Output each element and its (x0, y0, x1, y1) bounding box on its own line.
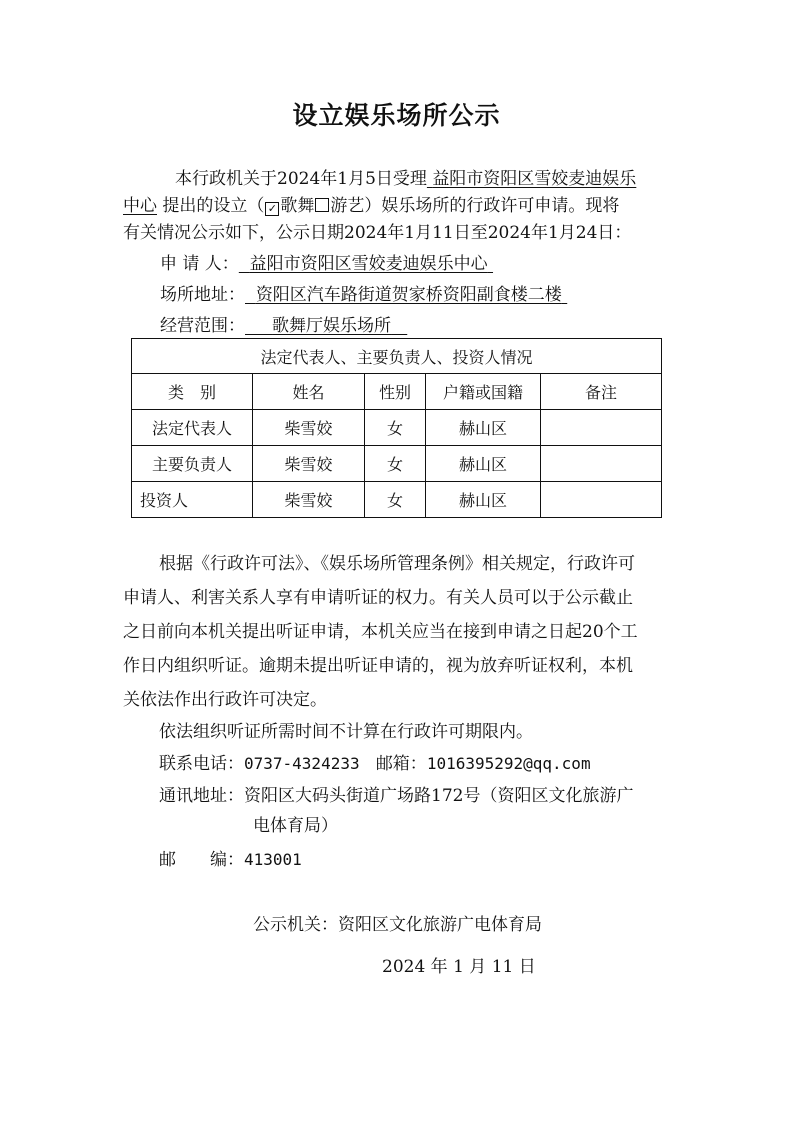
option-game: 游艺 (330, 196, 365, 216)
table-cell: 赫山区 (426, 410, 541, 446)
table-cell: 女 (365, 482, 426, 518)
email-label: 邮箱： (375, 754, 427, 774)
notice-line: 申请人、利害关系人享有申请听证的权力。有关人员可以于公示截止 (123, 588, 633, 608)
table-cell: 柴雪姣 (253, 410, 365, 446)
contact-phone-line (159, 747, 714, 781)
intro-mid: 提出的设立（ (162, 196, 265, 216)
table-cell: 赫山区 (426, 446, 541, 482)
persons-table (131, 338, 662, 518)
table-cell: 女 (365, 446, 426, 482)
address-value: 资阳区大码头街道广场路172号（资阳区文化旅游广 (244, 786, 634, 806)
unchecked-box-icon (315, 198, 329, 212)
notice-line: 之日前向本机关提出听证申请，本机关应当在接到申请之日起20个工 (123, 622, 638, 642)
table-cell (541, 410, 662, 446)
phone-value: 0737-4324233 (244, 754, 360, 773)
notice-line: 关依法作出行政许可决定。 (123, 690, 327, 710)
issue-date: 2024 年 1 月 11 日 (382, 957, 536, 977)
field-label: 经营范围： (160, 316, 245, 336)
table-row (132, 410, 662, 446)
table-header: 类 别 (132, 374, 253, 410)
field-value: 资阳区汽车路街道贺家桥资阳副食楼二楼 (255, 285, 562, 305)
field-value: 益阳市资阳区雪姣麦迪娱乐中心 (249, 254, 488, 274)
intro-line-3: 有关情况公示如下，公示日期2024年1月11日至2024年1月24日： (123, 223, 632, 243)
table-cell: 赫山区 (426, 482, 541, 518)
table-header: 性别 (365, 374, 426, 410)
field-applicant (160, 251, 493, 277)
field-scope (160, 313, 407, 339)
table-cell: 柴雪姣 (253, 482, 365, 518)
contact-postcode-line (159, 843, 714, 877)
page-title: 设立娱乐场所公示 (292, 101, 501, 130)
postcode-label: 邮 编： (159, 850, 244, 870)
field-address (160, 282, 567, 308)
table-header: 备注 (541, 374, 662, 410)
applicant-name-part1: 益阳市资阳区雪姣麦迪娱乐 (432, 169, 637, 189)
table-cell: 主要负责人 (132, 446, 253, 482)
table-row (132, 482, 662, 518)
intro-line-1 (175, 166, 636, 192)
address-label: 通讯地址： (159, 786, 244, 806)
issuing-org: 公示机关：资阳区文化旅游广电体育局 (253, 915, 542, 935)
intro-line-2 (123, 193, 619, 219)
intro-prefix: 本行政机关于2024年1月5日受理 (175, 169, 427, 189)
contact-address-line (159, 779, 714, 813)
table-caption: 法定代表人、主要负责人、投资人情况 (132, 339, 662, 374)
field-label: 申 请 人： (160, 254, 239, 274)
table-cell: 柴雪姣 (253, 446, 365, 482)
field-label: 场所地址： (160, 285, 245, 305)
option-dance: 歌舞 (280, 196, 315, 216)
table-header-row (132, 374, 662, 410)
postcode-value: 413001 (244, 850, 302, 869)
notice-extra: 依法组织听证所需时间不计算在行政许可期限内。 (159, 722, 533, 742)
contact-address-line-2: 电体育局） (253, 816, 338, 836)
table-cell: 法定代表人 (132, 410, 253, 446)
table-cell (541, 482, 662, 518)
field-value: 歌舞厅娱乐场所 (272, 316, 392, 336)
intro-suffix: ）娱乐场所的行政许可申请。现将 (364, 196, 620, 216)
email-value: 1016395292@qq.com (426, 754, 591, 773)
phone-label: 联系电话： (159, 754, 244, 774)
notice-line: 作日内组织听证。逾期未提出听证申请的，视为放弃听证权利，本机 (123, 656, 633, 676)
table-header: 户籍或国籍 (426, 374, 541, 410)
table-cell: 投资人 (132, 482, 253, 518)
table-cell: 女 (365, 410, 426, 446)
table-header: 姓名 (253, 374, 365, 410)
checked-box-icon: ✓ (265, 202, 279, 216)
table-row (132, 446, 662, 482)
applicant-name-part2: 中心 (123, 196, 157, 216)
table-cell (541, 446, 662, 482)
notice-line: 根据《行政许可法》、《娱乐场所管理条例》相关规定，行政许可 (159, 554, 635, 574)
